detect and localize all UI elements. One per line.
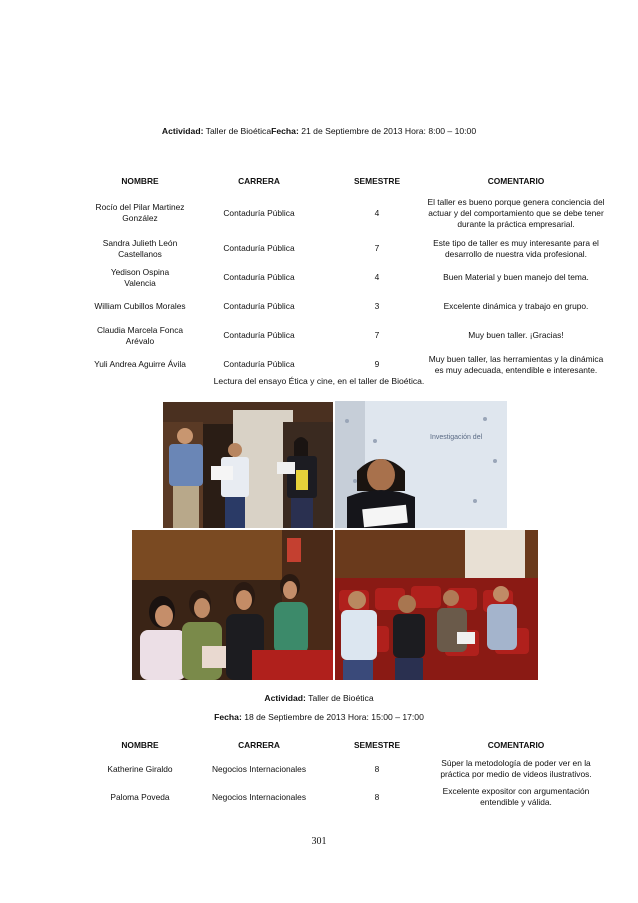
header-carrera: CARRERA (238, 739, 280, 750)
cell-comment: Este tipo de taller es muy interesante para el desarrollo de nuestra vida profesional. (433, 237, 599, 259)
cell-comment: Súper la metodología de poder ver en la práctica por medio de videos ilustrativos. (440, 758, 592, 779)
comments-table-2 (92, 735, 608, 811)
time-label: Hora: (404, 126, 426, 136)
cell-name: Katherine Giraldo (107, 763, 173, 774)
cell-semester: 9 (374, 359, 380, 369)
table-row (92, 192, 608, 234)
slide-text: Investigación del (430, 434, 483, 441)
table-row (92, 755, 608, 783)
photo-reader-slide (335, 401, 507, 528)
table-row (92, 350, 608, 379)
cell-career: Negocios Internacionales (211, 791, 307, 802)
page-number: 301 (311, 836, 327, 847)
cell-name: Sandra Julieth León Castellanos (102, 237, 178, 259)
cell-career: Contaduría Pública (223, 243, 295, 253)
cell-name: Yuli Andrea Aguirre Ávila (94, 359, 186, 369)
activity-label: Actividad: (264, 693, 306, 703)
cell-semester: 4 (374, 272, 380, 282)
cell-comment: Buen Material y buen manejo del tema. (443, 272, 589, 282)
activity-header-2 (0, 693, 638, 703)
table-row (92, 234, 608, 263)
cell-career: Contaduría Pública (223, 207, 295, 218)
cell-name: Rocío del Pilar Martinez González (95, 202, 185, 223)
cell-career: Contaduría Pública (223, 359, 295, 369)
cell-name: Paloma Poveda (110, 791, 170, 802)
activity-label: Actividad: (161, 126, 204, 136)
date-label: Fecha: (214, 712, 242, 722)
date-line-2 (0, 712, 638, 722)
cell-name: Yedison Ospina Valencia (110, 266, 170, 288)
table-header-row (92, 735, 608, 755)
header-comentario: COMENTARIO (487, 739, 545, 750)
time-label: Hora: (347, 712, 369, 722)
cell-career: Contaduría Pública (223, 330, 295, 340)
time-value: 15:00 – 17:00 (371, 712, 424, 722)
cell-comment: El taller es bueno porque genera conciencia del actuar y del comportamiento que se debe tener durante la práctica empresarial. (427, 196, 605, 229)
date-label: Fecha: (271, 126, 299, 136)
table-row (92, 263, 608, 292)
activity-value: Taller de Bioética (205, 126, 272, 136)
header-semestre: SEMESTRE (353, 739, 401, 750)
date-value: 21 de Septiembre de 2013 (301, 126, 403, 136)
cell-comment: Excelente dinámica y trabajo en grupo. (443, 301, 589, 311)
cell-comment: Excelente expositor con argumentación entendible y válida. (442, 786, 590, 807)
header-carrera: CARRERA (238, 175, 280, 186)
cell-semester: 7 (374, 243, 380, 253)
cell-comment: Muy buen taller, las herramientas y la dinámica es muy adecuada, entendible e interesante. (428, 353, 604, 375)
header-nombre: NOMBRE (121, 739, 159, 750)
cell-name: Claudia Marcela Fonca Arévalo (96, 324, 184, 346)
cell-semester: 7 (374, 330, 380, 340)
photo-audience-red-chairs (335, 530, 538, 680)
comments-table-1 (92, 170, 608, 379)
cell-semester: 8 (374, 763, 380, 774)
cell-semester: 8 (374, 791, 380, 802)
table-row (92, 321, 608, 350)
header-nombre: NOMBRE (121, 175, 159, 186)
cell-name: William Cubillos Morales (94, 301, 186, 311)
cell-comment: Muy buen taller. ¡Gracias! (468, 330, 564, 340)
table-row (92, 292, 608, 321)
cell-career: Contaduría Pública (223, 301, 295, 311)
time-value: 8:00 – 10:00 (428, 126, 477, 136)
header-semestre: SEMESTRE (353, 175, 401, 186)
photo-caption: Lectura del ensayo Ética y cine, en el taller de Bioética. (213, 376, 425, 386)
cell-semester: 4 (374, 207, 380, 218)
header-comentario: COMENTARIO (487, 175, 545, 186)
activity-value: Taller de Bioética (308, 693, 374, 703)
cell-career: Contaduría Pública (223, 272, 295, 282)
photo-audience-women (132, 530, 333, 680)
cell-semester: 3 (374, 301, 380, 311)
photo-presenters (163, 402, 333, 528)
table-row (92, 783, 608, 811)
table-header-row (92, 170, 608, 192)
date-value: 18 de Septiembre de 2013 (244, 712, 346, 722)
cell-career: Negocios Internacionales (211, 763, 307, 774)
activity-header-1 (0, 126, 638, 136)
